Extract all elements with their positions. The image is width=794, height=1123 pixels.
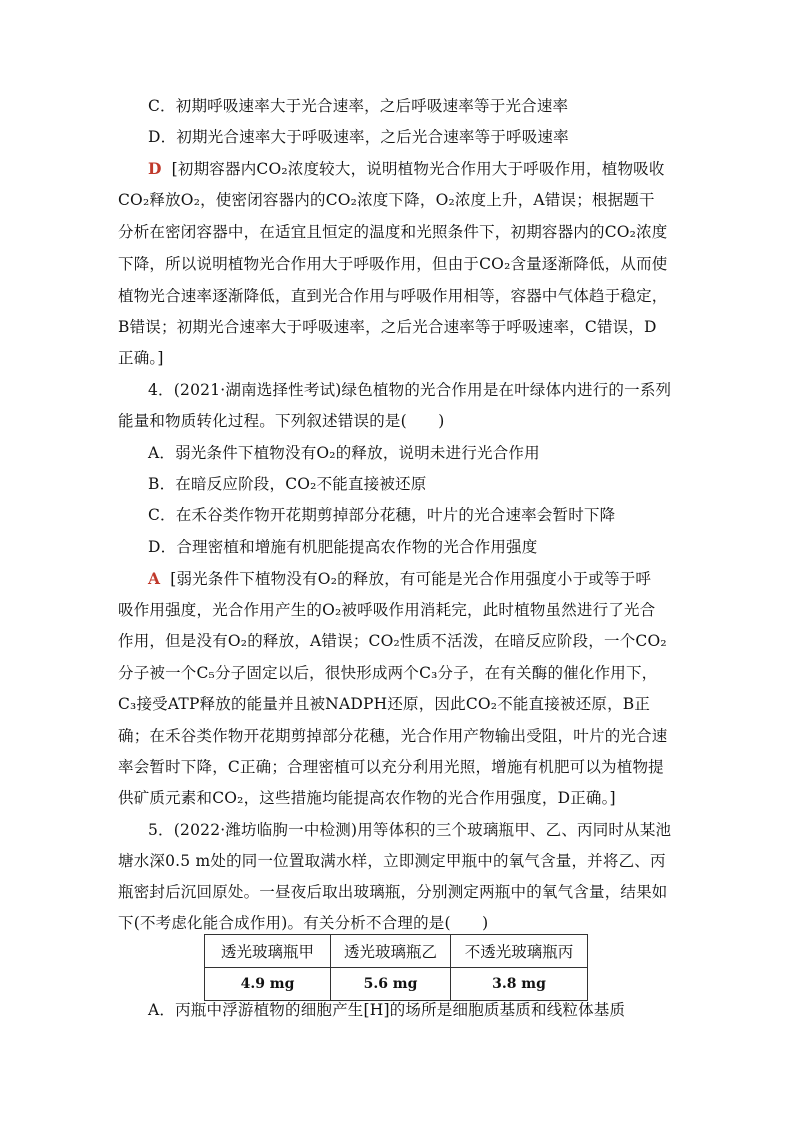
q3-expl-text-1: [初期容器内CO₂浓度较大，说明植物光合作用大于呼吸作用，植物吸收 — [171, 160, 665, 178]
q5-stem-line-3: 瓶密封后沉回原处。一昼夜后取出玻璃瓶，分别测定两瓶中的氧气含量，结果如 — [118, 883, 668, 901]
q4-stem-line-2: 能量和物质转化过程。下列叙述错误的是( ) — [118, 412, 445, 430]
q3-explanation-line-6: B错误；初期光合速率大于呼吸速率，之后光合速率等于呼吸速率，C错误，D — [118, 318, 657, 336]
q4-answer-letter: A — [148, 569, 161, 588]
table-cell: 3.8 mg — [451, 968, 588, 1001]
q4-expl-text-1: [弱光条件下植物没有O₂的释放，有可能是光合作用强度小于或等于呼 — [170, 570, 652, 588]
q3-explanation-line-1 — [148, 159, 665, 179]
table-header-cell: 不透光玻璃瓶丙 — [451, 935, 588, 968]
table-header-cell: 透光玻璃瓶乙 — [331, 935, 451, 968]
q5-stem-line-1: 5．(2022·潍坊临朐一中检测)用等体积的三个玻璃瓶甲、乙、丙同时从某池 — [148, 821, 672, 839]
q4-explanation-line-2: 吸作用强度，光合作用产生的O₂被呼吸作用消耗完，此时植物虽然进行了光合 — [118, 601, 656, 619]
q5-option-a: A．丙瓶中浮游植物的细胞产生[H]的场所是细胞质基质和线粒体基质 — [148, 1001, 626, 1019]
table-cell: 4.9 mg — [205, 968, 331, 1001]
q3-explanation-line-3: 分析在密闭容器中，在适宜且恒定的温度和光照条件下，初期容器内的CO₂浓度 — [118, 223, 668, 241]
q3-answer-letter: D — [148, 159, 162, 178]
q3-explanation-line-7: 正确。] — [118, 349, 164, 367]
q3-explanation-line-5: 植物光合速率逐渐降低，直到光合作用与呼吸作用相等，容器中气体趋于稳定， — [118, 287, 668, 305]
q4-explanation-line-3: 作用，但是没有O₂的释放，A错误；CO₂性质不活泼，在暗反应阶段，一个CO₂ — [118, 632, 667, 650]
q4-option-c: C．在禾谷类作物开花期剪掉部分花穗，叶片的光合速率会暂时下降 — [148, 506, 616, 524]
q3-explanation-line-4: 下降，所以说明植物光合作用大于呼吸作用，但由于CO₂含量逐渐降低，从而使 — [118, 255, 668, 273]
table-header-cell: 透光玻璃瓶甲 — [205, 935, 331, 968]
q4-option-b: B．在暗反应阶段，CO₂不能直接被还原 — [148, 475, 427, 493]
q4-explanation-line-5: C₃接受ATP释放的能量并且被NADPH还原，因此CO₂不能直接被还原，B正 — [118, 695, 651, 713]
q3-explanation-line-2: CO₂释放O₂，使密闭容器内的CO₂浓度下降，O₂浓度上升，A错误；根据题干 — [118, 191, 655, 209]
q4-explanation-line-1 — [148, 569, 651, 589]
q4-option-a: A．弱光条件下植物没有O₂的释放，说明未进行光合作用 — [148, 444, 540, 462]
table-row — [205, 968, 588, 1001]
table-header-row — [205, 935, 588, 968]
q4-explanation-line-4: 分子被一个C₅分子固定以后，很快形成两个C₃分子，在有关酶的催化作用下， — [118, 664, 658, 682]
q3-option-d: D．初期光合速率大于呼吸速率，之后光合速率等于呼吸速率 — [148, 128, 569, 146]
q3-option-c: C．初期呼吸速率大于光合速率，之后呼吸速率等于光合速率 — [148, 97, 569, 115]
q4-stem-line-1: 4．(2021·湖南选择性考试)绿色植物的光合作用是在叶绿体内进行的一系列 — [148, 381, 672, 399]
q4-explanation-line-8: 供矿质元素和CO₂，这些措施均能提高农作物的光合作用强度，D正确。] — [118, 789, 616, 807]
oxygen-content-table — [204, 934, 588, 1001]
q4-explanation-line-7: 率会暂时下降，C正确；合理密植可以充分利用光照，增施有机肥可以为植物提 — [118, 758, 664, 776]
q5-stem-line-2: 塘水深0.5 m处的同一位置取满水样，立即测定甲瓶中的氧气含量，并将乙、丙 — [118, 852, 666, 870]
q4-explanation-line-6: 确；在禾谷类作物开花期剪掉部分花穗，光合作用产物输出受阻，叶片的光合速 — [118, 727, 668, 745]
q4-option-d: D．合理密植和增施有机肥能提高农作物的光合作用强度 — [148, 538, 538, 556]
q5-stem-line-4: 下(不考虑化能合成作用)。有关分析不合理的是( ) — [118, 914, 489, 932]
table-cell: 5.6 mg — [331, 968, 451, 1001]
